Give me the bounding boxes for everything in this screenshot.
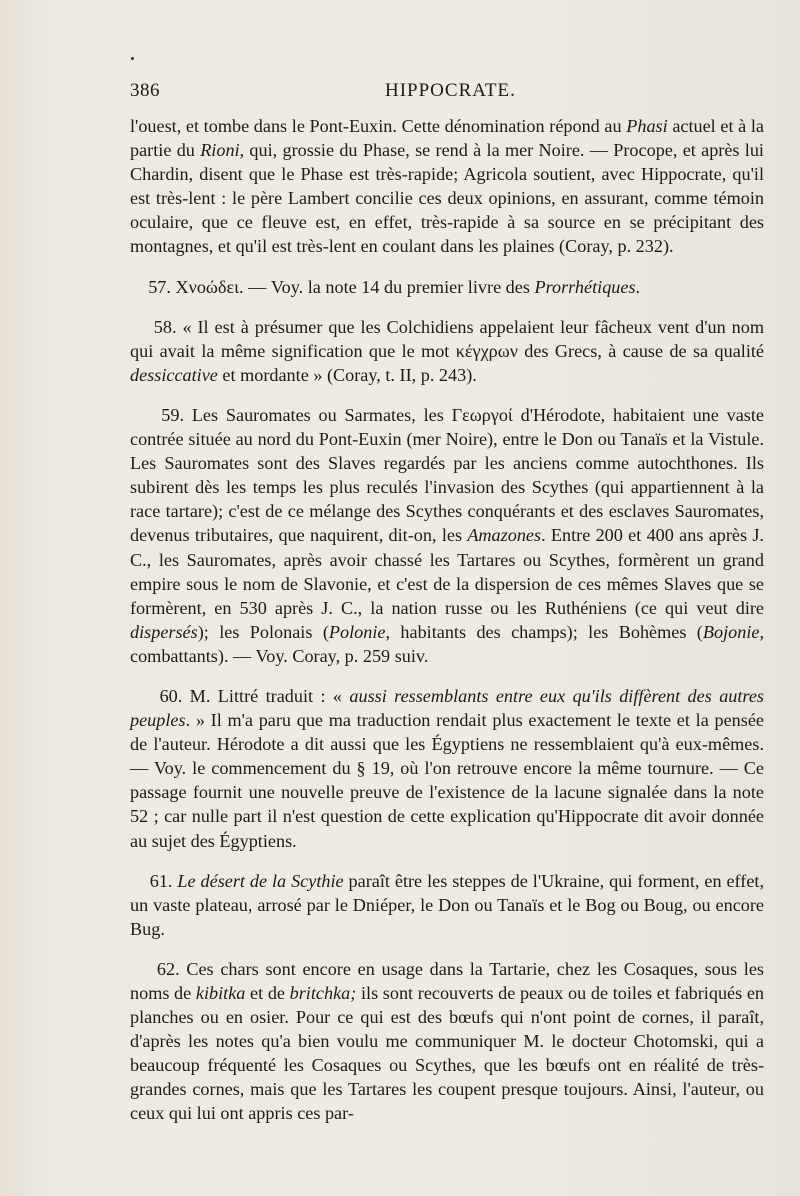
text-run: 57. Χνοώδει. — Voy. la note 14 du premier livre des [148,276,535,297]
text-run: 59. Les Sauromates ou Sarmates, les Γεωργοί d'Hérodote, habitaient une vaste contrée située au nord du Pont-Euxin (mer Noire), entre le Don ou Tanaïs et la Vistule. Les Sauromates sont des Slaves regardés par les anciens comme autochthones. Ils subirent dès les temps les plus reculés l'invasion des Scythes (qui appartiennent à la race tartare); c'est de ce mélange des Scythes conquérants et des esclaves Sauromates, devenus tributaires, que naquirent, dit-on, les [130,404,765,546]
text-run: et de [245,983,290,1003]
italic-run: dessiccative [130,364,218,385]
italic-run: kibitka [195,983,246,1003]
text-run: 60. M. Littré traduit : « [159,685,350,706]
italic-run: aussi ressemblants entre eux qu'ils diffèrent des autres peuples [130,685,764,731]
text-run: 62. Ces chars sont encore en usage dans la Tartarie, chez les Cosaques, sous les noms de [130,958,765,1003]
ink-speck [131,57,134,60]
note-57 [130,275,764,299]
text-run: , habitants des champs); les Bohèmes ( [385,621,703,642]
note-text [130,403,764,668]
text-run: paraît être les steppes de l'Ukraine, qui forment, en effet, un vaste plateau, arrosé par le Dniéper, le Don ou Tanaïs et le Bog ou Boug, ou encore Bug. [130,870,765,939]
note-text [130,275,764,299]
page-header [130,80,764,106]
page-number: 386 [130,80,160,101]
text-run: l'ouest, et tombe dans le Pont-Euxin. Cette dénomination répond au [130,116,627,136]
text-run: , combattants). — Voy. Coray, p. 259 suiv. [130,621,764,666]
text-run: ils sont recouverts de peaux ou de toiles et fabriqués en planches ou en osier. Pour ce qui est des bœufs qui n'ont point de cornes, il paraît, d'après les notes qu'a bien voulu me communiquer M. le docteur Chotomski, qui a beaucoup fréquenté les Cosaques ou Scythes, que les bœufs ont en réalité de très-grandes cornes, mais que les Tartares les coupent presque toujours. Ainsi, l'auteur, ou ceux qui lui ont appris ces par- [130,983,765,1124]
running-head: HIPPOCRATE. [385,80,516,101]
text-run: actuel et à la partie du [130,116,764,161]
italic-run: Le désert de la Scythie [177,870,344,891]
text-run: 58. « Il est à présumer que les Colchidiens appelaient leur fâcheux vent d'un nom qui avait la même signification que le mot κέγχρων des Grecs, à cause de sa qualité [130,316,764,361]
note-text [130,315,764,387]
notes-body [130,114,764,1142]
italic-run: Polonie [328,621,386,642]
note-text [130,957,764,1126]
note-text [130,684,764,853]
note-61 [130,869,764,941]
italic-run: Rioni [200,140,240,161]
italic-run: Phasi [626,116,668,136]
text-run: . Entre 200 et 400 ans après J. C., les Sauromates, après avoir chassé les Tartares ou Scythes, formèrent un grand empire sous le nom de Slavonie, et c'est de la dispersion de ces mêmes Slaves que se formèrent, en 530 après J. C., la nation russe ou les Ruthéniens (ce qui veut dire [130,525,764,618]
note-60 [130,684,764,853]
note-58 [130,315,764,387]
text-run: . » Il m'a paru que ma traduction rendait plus exactement le texte et la pensée de l'auteur. Hérodote a dit aussi que les Égyptiens ne ressemblaient qu'à eux-mêmes. — Voy. le commencement du § 19, où l'on retrouve encore la même tournure. — Ce passage fournit une nouvelle preuve de l'existence de la lacune signalée dans la note 52 ; car nulle part il n'est question de cette explication qu'Hippocrate dit avoir donnée au sujet des Égyptiens. [130,710,764,851]
text-run: 61. [149,870,178,891]
note-text [130,114,764,259]
note-59 [130,403,764,668]
italic-run: dispersés [130,621,198,642]
text-run: et mordante » (Coray, t. II, p. 243). [217,364,477,385]
text-run: ); les Polonais ( [197,621,329,642]
italic-run: Bojonie [702,621,760,642]
note-62 [130,957,764,1126]
text-run: . [635,276,641,297]
italic-run: Prorrhétiques [534,276,636,297]
text-run: , qui, grossie du Phase, se rend à la mer Noire. — Procope, et après lui Chardin, disent que le Phase est très-rapide; Agricola soutient, avec Hippocrate, qu'il est très-lent : le père Lambert concilie ces deux opinions, en assurant, comme témoin oculaire, que ce fleuve est, en effet, très-rapide à sa source en se précipitant des montagnes, et qu'il est très-lent en coulant dans les plaines (Coray, p. 232). [130,140,764,257]
italic-run: britchka; [289,983,357,1003]
note-text [130,869,764,941]
italic-run: Amazones [467,525,542,546]
note-continuation [130,114,764,259]
